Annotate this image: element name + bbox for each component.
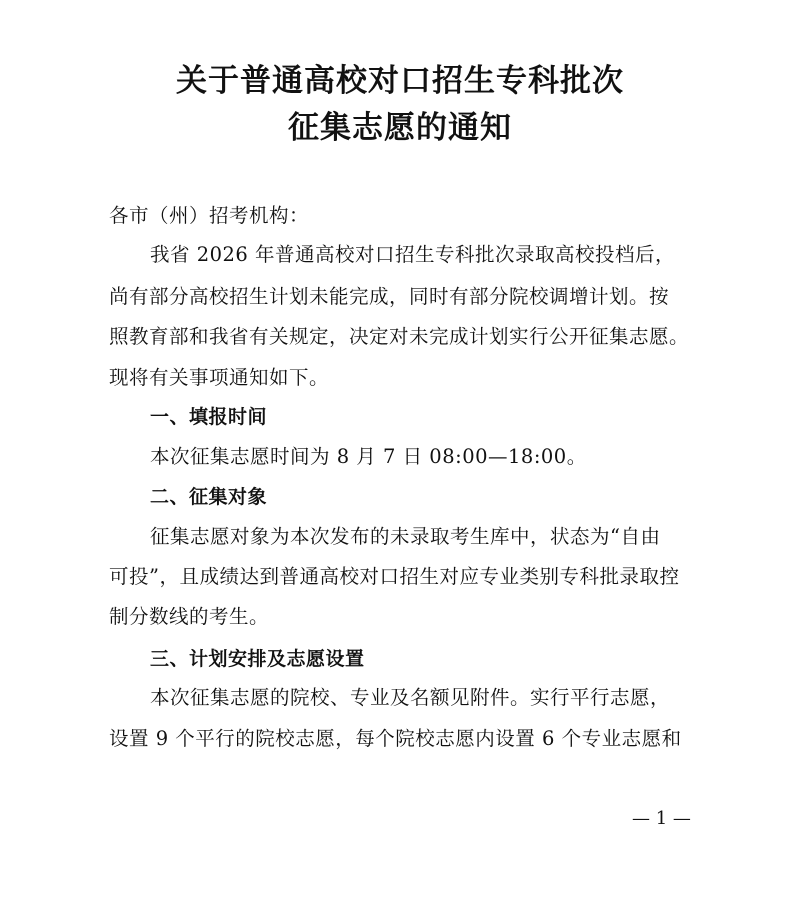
section-heading-plan: 三、计划安排及志愿设置 — [150, 648, 365, 670]
intro-line: 现将有关事项通知如下。 — [109, 366, 330, 389]
section-target-line: 征集志愿对象为本次发布的未录取考生库中，状态为“自由 — [150, 525, 661, 548]
intro-line: 照教育部和我省有关规定，决定对未完成计划实行公开征集志愿。 — [109, 325, 690, 348]
section-time-line: 本次征集志愿时间为 8 月 7 日 08:00—18:00。 — [150, 445, 587, 468]
intro-line: 尚有部分高校招生计划未能完成，同时有部分院校调增计划。按 — [109, 285, 670, 308]
section-target-line: 制分数线的考生。 — [109, 605, 270, 628]
section-heading-target: 二、征集对象 — [150, 486, 268, 508]
document-title-line-1: 关于普通高校对口招生专科批次 — [176, 63, 624, 99]
section-heading-time: 一、填报时间 — [150, 406, 268, 428]
section-plan-line: 本次征集志愿的院校、专业及名额见附件。实行平行志愿， — [150, 686, 671, 709]
page-number: — 1 — — [632, 808, 691, 829]
salutation: 各市（州）招考机构： — [109, 204, 310, 227]
document-title-line-2: 征集志愿的通知 — [288, 110, 512, 146]
section-target-line: 可投”，且成绩达到普通高校对口招生对应专业类别专科批录取控 — [109, 565, 680, 588]
section-plan-line: 设置 9 个平行的院校志愿，每个院校志愿内设置 6 个专业志愿和 — [109, 727, 682, 750]
intro-line: 我省 2026 年普通高校对口招生专科批次录取高校投档后， — [150, 243, 676, 266]
